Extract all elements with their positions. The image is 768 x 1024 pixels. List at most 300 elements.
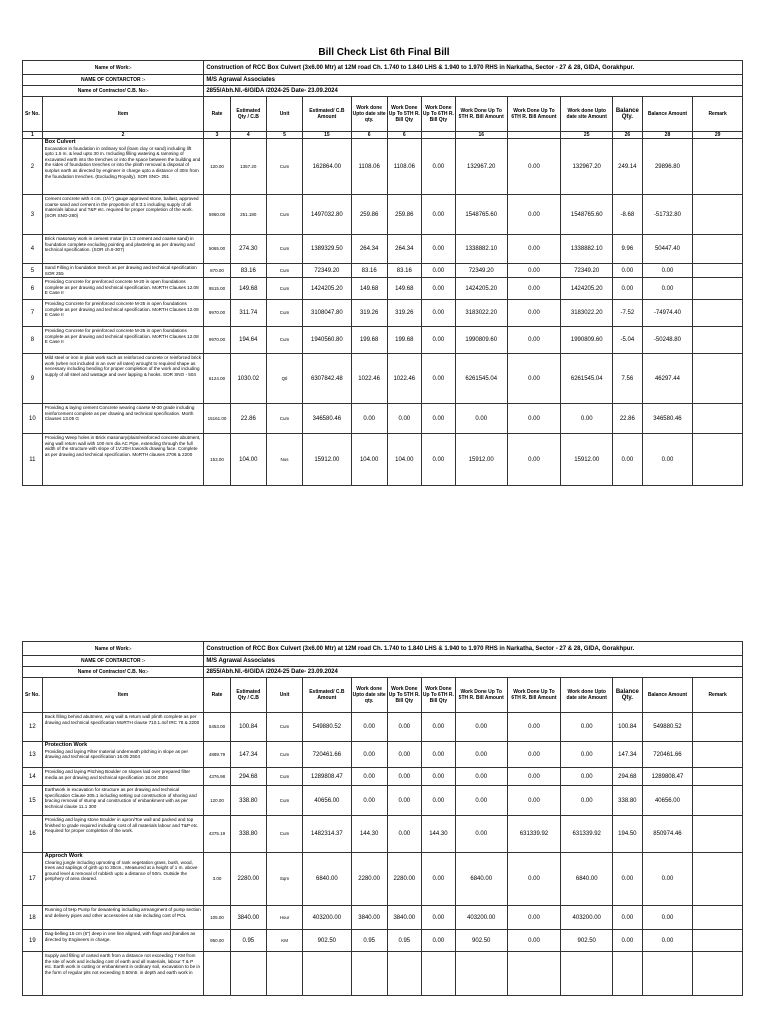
bal-qty-cell: 9.96 bbox=[613, 235, 643, 264]
a5-cell: 1990809.60 bbox=[455, 327, 507, 354]
a6-cell: 0.00 bbox=[507, 235, 561, 264]
column-header-site_qty: Work done Upto date site qty. bbox=[351, 97, 387, 132]
item-description-cell bbox=[42, 327, 204, 354]
section-1-table bbox=[22, 60, 743, 486]
item-description: Providing and laying Pitching Boulder on slopes laid over prepared filter media as per drawing and technical specification 16.04 2504 bbox=[44, 769, 191, 780]
rate-cell: 5960.00 bbox=[204, 195, 230, 235]
unit-cell: Cum bbox=[266, 742, 302, 768]
site-qty-cell bbox=[351, 952, 387, 996]
site-amt-cell: 0.00 bbox=[561, 742, 613, 768]
bill-section-1 bbox=[22, 60, 743, 486]
item-description: Providing & laying cement Concrete wearing coarse M-30 grade including reinforcement complete as per drawing and technical specification. Morth Clauses 13.05 G bbox=[44, 405, 195, 422]
bal-qty-cell: 338.80 bbox=[613, 786, 643, 816]
column-header-rate: Rate bbox=[204, 97, 230, 132]
unit-cell: Sqm bbox=[266, 853, 302, 906]
bal-amt-cell: 0.00 bbox=[642, 906, 693, 930]
q6-cell: 0.00 bbox=[421, 264, 455, 278]
item-description-cell bbox=[42, 235, 204, 264]
a5-cell: 0.00 bbox=[455, 713, 507, 742]
bal-qty-cell: -7.52 bbox=[613, 300, 643, 327]
rate-cell: 6124.00 bbox=[204, 354, 230, 404]
rate-cell: 120.00 bbox=[204, 786, 230, 816]
item-description: Cement concrete with 4 cm. (1½") gauge approved stone, ballast, approved coarse sand and cement in the proportion of 6:3:1 including supply of all materials labour and T&P etc. required for proper completion of the work. (SOR SNO-280) bbox=[44, 196, 199, 218]
bal-qty-cell: 249.14 bbox=[613, 139, 643, 195]
remark-cell bbox=[693, 300, 743, 327]
unit-cell: Nos bbox=[266, 434, 302, 486]
qty-cell: 338.80 bbox=[230, 786, 266, 816]
column-header-a6: Work Done Up To 6TH R. Bill Amount bbox=[507, 678, 561, 713]
bal-amt-cell: 346580.46 bbox=[642, 404, 693, 434]
item-description-cell bbox=[42, 816, 204, 853]
item-description-cell bbox=[42, 853, 204, 906]
a6-cell: 0.00 bbox=[507, 264, 561, 278]
a5-cell bbox=[455, 952, 507, 996]
q5-cell: 259.86 bbox=[387, 195, 421, 235]
q6-cell: 0.00 bbox=[421, 327, 455, 354]
qty-cell: 338.80 bbox=[230, 816, 266, 853]
column-index-cell: 26 bbox=[613, 132, 643, 139]
table-row bbox=[23, 786, 743, 816]
qty-cell: 274.30 bbox=[230, 235, 266, 264]
a6-cell: 0.00 bbox=[507, 404, 561, 434]
sr-cell: 15 bbox=[23, 786, 43, 816]
rate-cell: 9515.00 bbox=[204, 278, 230, 300]
bal-amt-cell: 0.00 bbox=[642, 434, 693, 486]
table-row bbox=[23, 300, 743, 327]
a5-cell: 0.00 bbox=[455, 742, 507, 768]
column-header-a5: Work Done Up To 5TH R. Bill Amount bbox=[455, 97, 507, 132]
sr-cell: 13 bbox=[23, 742, 43, 768]
a6-cell bbox=[507, 952, 561, 996]
remark-cell bbox=[693, 278, 743, 300]
q5-cell: 1108.06 bbox=[387, 139, 421, 195]
q6-cell: 144.30 bbox=[421, 816, 455, 853]
column-header-q5: Work Done Up To 5TH R. Bill Qty bbox=[387, 678, 421, 713]
remark-cell bbox=[693, 952, 743, 996]
rate-cell: 9970.00 bbox=[204, 327, 230, 354]
a6-cell: 0.00 bbox=[507, 786, 561, 816]
column-index-cell: 3 bbox=[204, 132, 230, 139]
column-header-amount: Estimated/ C.B Amount bbox=[303, 97, 351, 132]
item-description: Back filling behind abutment, wing wall & return wall plinth complete as per drawing and technical specification MoRTH clause 710.1.4of IRC 78 & 2200 bbox=[44, 714, 200, 725]
rate-cell bbox=[204, 952, 230, 996]
rate-cell: 4889.79 bbox=[204, 742, 230, 768]
a6-cell: 0.00 bbox=[507, 434, 561, 486]
item-description-cell bbox=[42, 742, 204, 768]
site-amt-cell: 631339.92 bbox=[561, 816, 613, 853]
column-header-remark: Remark bbox=[693, 678, 743, 713]
amount-cell: 346580.46 bbox=[303, 404, 351, 434]
unit-cell: Cum bbox=[266, 816, 302, 853]
item-description: Mild steel or iron in plain work such as reinforced concrete or reinforced brick work (when not included in an over all rates) wrought to required shape as necessary including bending for proper completion of the work and including supply of all steel and wastage and over lapping & hooks. SOR SNO - 504 bbox=[44, 355, 202, 377]
column-index-cell: 15 bbox=[303, 132, 351, 139]
sr-cell: 6 bbox=[23, 278, 43, 300]
qty-cell: 83.16 bbox=[230, 264, 266, 278]
q5-cell: 199.68 bbox=[387, 327, 421, 354]
table-row bbox=[23, 713, 743, 742]
q5-cell: 0.00 bbox=[387, 404, 421, 434]
work-name-row bbox=[23, 61, 743, 75]
sr-cell: 5 bbox=[23, 264, 43, 278]
a5-cell: 0.00 bbox=[455, 404, 507, 434]
item-description-cell bbox=[42, 300, 204, 327]
unit-cell: Cum bbox=[266, 195, 302, 235]
bal-qty-cell: -5.04 bbox=[613, 327, 643, 354]
site-qty-cell: 319.26 bbox=[351, 300, 387, 327]
sr-cell: 7 bbox=[23, 300, 43, 327]
q6-cell: 0.00 bbox=[421, 930, 455, 952]
item-description: Providing and laying stone Boulder in apron/Toe wall and packed and top finished to grade required including cost of all materials labour and T&P etc. Required for proper completion of the work. bbox=[44, 817, 199, 834]
sr-cell: 3 bbox=[23, 195, 43, 235]
remark-cell bbox=[693, 786, 743, 816]
amount-cell: 1482314.37 bbox=[303, 816, 351, 853]
column-index-cell: 6 bbox=[387, 132, 421, 139]
column-index-cell: 2 bbox=[42, 132, 204, 139]
amount-cell: 549880.52 bbox=[303, 713, 351, 742]
a6-cell: 0.00 bbox=[507, 300, 561, 327]
remark-cell bbox=[693, 327, 743, 354]
column-index-cell: 28 bbox=[642, 132, 693, 139]
a6-cell: 0.00 bbox=[507, 278, 561, 300]
bal-amt-cell: 0.00 bbox=[642, 264, 693, 278]
column-header-bal_qty: Balance Qty. bbox=[613, 97, 643, 132]
remark-cell bbox=[693, 768, 743, 786]
item-description-cell bbox=[42, 768, 204, 786]
column-index-cell: 5 bbox=[266, 132, 302, 139]
rate-cell: 120.00 bbox=[204, 139, 230, 195]
bal-qty-cell: 294.68 bbox=[613, 768, 643, 786]
item-description-cell bbox=[42, 930, 204, 952]
column-header-a5: Work Done Up To 5TH R. Bill Amount bbox=[455, 678, 507, 713]
site-qty-cell: 0.95 bbox=[351, 930, 387, 952]
column-header-remark: Remark bbox=[693, 97, 743, 132]
q5-cell: 0.00 bbox=[387, 768, 421, 786]
site-qty-cell: 264.34 bbox=[351, 235, 387, 264]
column-header-unit: Unit bbox=[266, 678, 302, 713]
unit-cell: Cum bbox=[266, 300, 302, 327]
site-amt-cell: 1548765.60 bbox=[561, 195, 613, 235]
a6-cell: 0.00 bbox=[507, 139, 561, 195]
amount-cell: 1497032.80 bbox=[303, 195, 351, 235]
bal-amt-cell: -51732.80 bbox=[642, 195, 693, 235]
item-description: Providing and laying Filter material underneath pitching in slope as per drawing and technical specification 16.05 2504 bbox=[44, 748, 189, 760]
qty-cell: 3840.00 bbox=[230, 906, 266, 930]
work-name-value: Construction of RCC Box Culvert (3x6.00 Mtr) at 12M road Ch. 1.740 to 1.840 LHS & 1.940 to 1.970 RHS in Narkatha, Sector - 27 & 28, GIDA, Gorakhpur. bbox=[204, 642, 743, 656]
column-header-sr: Sr No. bbox=[23, 678, 43, 713]
rate-cell: 870.00 bbox=[204, 264, 230, 278]
sr-cell: 16 bbox=[23, 816, 43, 853]
item-description: Running of 5Hp Pump for dewatering including arreangment of pump section and delivery pipes and other accessories at site including cost of POL bbox=[44, 907, 201, 918]
amount-cell: 403200.00 bbox=[303, 906, 351, 930]
bal-qty-cell: -8.68 bbox=[613, 195, 643, 235]
site-qty-cell: 199.68 bbox=[351, 327, 387, 354]
q5-cell: 0.00 bbox=[387, 742, 421, 768]
a5-cell: 132967.20 bbox=[455, 139, 507, 195]
amount-cell: 6307842.48 bbox=[303, 354, 351, 404]
table-row bbox=[23, 354, 743, 404]
remark-cell bbox=[693, 742, 743, 768]
sr-cell: 8 bbox=[23, 327, 43, 354]
sr-cell: 18 bbox=[23, 906, 43, 930]
work-name-label: Name of Work:- bbox=[23, 642, 204, 656]
rate-cell: 9970.00 bbox=[204, 300, 230, 327]
q6-cell: 0.00 bbox=[421, 853, 455, 906]
unit-cell: Cum bbox=[266, 768, 302, 786]
a6-cell: 0.00 bbox=[507, 354, 561, 404]
item-description-cell bbox=[42, 354, 204, 404]
contractor-name-value: M/S Agrawal Associates bbox=[204, 75, 743, 86]
qty-cell: 147.34 bbox=[230, 742, 266, 768]
site-amt-cell: 72349.20 bbox=[561, 264, 613, 278]
unit-cell: KM bbox=[266, 930, 302, 952]
qty-cell: 100.84 bbox=[230, 713, 266, 742]
table-row bbox=[23, 139, 743, 195]
table-row bbox=[23, 952, 743, 996]
site-amt-cell: 1424205.20 bbox=[561, 278, 613, 300]
qty-cell: 2280.00 bbox=[230, 853, 266, 906]
qty-cell: 311.74 bbox=[230, 300, 266, 327]
q5-cell: 0.95 bbox=[387, 930, 421, 952]
q6-cell: 0.00 bbox=[421, 278, 455, 300]
remark-cell bbox=[693, 354, 743, 404]
column-header-site_amt: Work done Upto date site Amount bbox=[561, 97, 613, 132]
bal-qty-cell: 0.00 bbox=[613, 930, 643, 952]
a5-cell: 0.00 bbox=[455, 768, 507, 786]
unit-cell: Cum bbox=[266, 713, 302, 742]
a5-cell: 902.50 bbox=[455, 930, 507, 952]
site-amt-cell: 3183022.20 bbox=[561, 300, 613, 327]
remark-cell bbox=[693, 434, 743, 486]
q6-cell: 0.00 bbox=[421, 742, 455, 768]
bal-amt-cell: 0.00 bbox=[642, 853, 693, 906]
q5-cell: 319.26 bbox=[387, 300, 421, 327]
bal-qty-cell: 100.84 bbox=[613, 713, 643, 742]
cb-number-row bbox=[23, 86, 743, 97]
site-amt-cell: 132967.20 bbox=[561, 139, 613, 195]
a6-cell: 0.00 bbox=[507, 742, 561, 768]
site-qty-cell: 0.00 bbox=[351, 742, 387, 768]
bal-qty-cell: 0.00 bbox=[613, 906, 643, 930]
column-index-cell: 6 bbox=[351, 132, 387, 139]
column-index-row bbox=[23, 132, 743, 139]
site-amt-cell: 0.00 bbox=[561, 786, 613, 816]
a5-cell: 1548765.60 bbox=[455, 195, 507, 235]
table-row bbox=[23, 906, 743, 930]
rate-cell: 4375.19 bbox=[204, 816, 230, 853]
item-description-cell bbox=[42, 404, 204, 434]
item-description: Earthwork in excavation for structure as per drawing and technical specification Clause 305.1 including setting out construction of shoring and bracing removal of stump and construction of embankment with as per technical clause 11.1 300 bbox=[44, 787, 197, 809]
contractor-name-row bbox=[23, 75, 743, 86]
q5-cell: 264.34 bbox=[387, 235, 421, 264]
column-index-cell: 29 bbox=[693, 132, 743, 139]
bal-qty-cell: 0.00 bbox=[613, 264, 643, 278]
a5-cell: 15912.00 bbox=[455, 434, 507, 486]
a5-cell: 403200.00 bbox=[455, 906, 507, 930]
item-description: Providing Weep holes in Brick masonary/plain/reinforced concrete abutment, wing wall return wall with 100 mm dia AC Pipe, extending through the full width of the structure with slope of 1V:20H towords drawing face. Complete as per drawing and technical specification. MoRTH clauses 2706 & 2200 bbox=[44, 435, 201, 457]
q6-cell: 0.00 bbox=[421, 300, 455, 327]
sr-cell: 19 bbox=[23, 930, 43, 952]
a6-cell: 0.00 bbox=[507, 768, 561, 786]
sr-cell: 14 bbox=[23, 768, 43, 786]
site-qty-cell: 1108.06 bbox=[351, 139, 387, 195]
qty-cell: 104.00 bbox=[230, 434, 266, 486]
a5-cell: 72349.20 bbox=[455, 264, 507, 278]
bal-amt-cell: 1289808.47 bbox=[642, 768, 693, 786]
table-row bbox=[23, 434, 743, 486]
column-header-q6: Work Done Up To 6TH R. Bill Qty bbox=[421, 678, 455, 713]
sr-cell: 4 bbox=[23, 235, 43, 264]
q6-cell: 0.00 bbox=[421, 404, 455, 434]
remark-cell bbox=[693, 713, 743, 742]
column-header-a6: Work Done Up To 6TH R. Bill Amount bbox=[507, 97, 561, 132]
work-name-label: Name of Work:- bbox=[23, 61, 204, 75]
q5-cell: 3840.00 bbox=[387, 906, 421, 930]
site-amt-cell: 1990809.60 bbox=[561, 327, 613, 354]
bal-qty-cell: 7.56 bbox=[613, 354, 643, 404]
site-amt-cell bbox=[561, 952, 613, 996]
column-index-cell bbox=[421, 132, 455, 139]
unit-cell: Cum bbox=[266, 278, 302, 300]
item-description: Supply and filling of carted earth from a distance not exceeding 7 KM from the site of work and including cost of earth and all materials, labour T & P etc. Earth work in cutting or embankment in ordinary soil, excavation to be in the form of regular pits not exceeding 0.50mtr. in depth and earth work in bbox=[44, 953, 201, 975]
contractor-name-label: NAME OF CONTARCTOR :- bbox=[23, 656, 204, 667]
unit-cell: Qtl bbox=[266, 354, 302, 404]
site-qty-cell: 0.00 bbox=[351, 404, 387, 434]
item-description-cell bbox=[42, 713, 204, 742]
remark-cell bbox=[693, 816, 743, 853]
bal-amt-cell: 46297.44 bbox=[642, 354, 693, 404]
item-description-cell bbox=[42, 434, 204, 486]
amount-cell: 40656.00 bbox=[303, 786, 351, 816]
column-header-item: Item bbox=[42, 678, 204, 713]
bal-qty-cell: 0.00 bbox=[613, 278, 643, 300]
q5-cell: 1022.46 bbox=[387, 354, 421, 404]
q6-cell: 0.00 bbox=[421, 713, 455, 742]
sr-cell: 17 bbox=[23, 853, 43, 906]
unit-cell: Hour bbox=[266, 906, 302, 930]
a5-cell: 3183022.20 bbox=[455, 300, 507, 327]
item-description-cell bbox=[42, 264, 204, 278]
remark-cell bbox=[693, 404, 743, 434]
q5-cell: 83.16 bbox=[387, 264, 421, 278]
site-qty-cell: 259.86 bbox=[351, 195, 387, 235]
table-row bbox=[23, 742, 743, 768]
remark-cell bbox=[693, 853, 743, 906]
site-qty-cell: 0.00 bbox=[351, 786, 387, 816]
q6-cell: 0.00 bbox=[421, 354, 455, 404]
bal-amt-cell: 0.00 bbox=[642, 930, 693, 952]
work-head-label: Protection Work bbox=[44, 742, 88, 748]
q6-cell: 0.00 bbox=[421, 434, 455, 486]
bal-amt-cell: 0.00 bbox=[642, 278, 693, 300]
bal-qty-cell: 147.34 bbox=[613, 742, 643, 768]
item-description: Clearing jungle including uprooting of rank vegetation grass, bush, wood, trees and saplings of girth up to 30cm., Measured at a height of 1 m. above ground level & removal of rubbish upto a distance of 50m. Outside the periphery of area cleared. bbox=[44, 859, 198, 882]
site-amt-cell: 0.00 bbox=[561, 404, 613, 434]
item-description-cell bbox=[42, 786, 204, 816]
column-header-site_qty: Work done Upto date site qty. bbox=[351, 678, 387, 713]
bal-amt-cell: 850974.46 bbox=[642, 816, 693, 853]
a6-cell: 0.00 bbox=[507, 195, 561, 235]
q5-cell bbox=[387, 952, 421, 996]
column-header-sr: Sr No. bbox=[23, 97, 43, 132]
qty-cell: 1357.20 bbox=[230, 139, 266, 195]
sr-cell: 12 bbox=[23, 713, 43, 742]
column-header-site_amt: Work done Upto date site Amount bbox=[561, 678, 613, 713]
rate-cell: 5453.00 bbox=[204, 713, 230, 742]
unit-cell: Cum bbox=[266, 235, 302, 264]
site-qty-cell: 1022.46 bbox=[351, 354, 387, 404]
item-description: Providing Concrete for prenforced concrete M-20 in open foundations complete as per drawing and technical specification. MoRTH Clauses 12.08 E Case II bbox=[44, 279, 199, 296]
amount-cell: 3108047.80 bbox=[303, 300, 351, 327]
a5-cell: 6840.00 bbox=[455, 853, 507, 906]
a5-cell: 1338882.10 bbox=[455, 235, 507, 264]
q5-cell: 2280.00 bbox=[387, 853, 421, 906]
site-qty-cell: 2280.00 bbox=[351, 853, 387, 906]
table-row bbox=[23, 404, 743, 434]
site-amt-cell: 403200.00 bbox=[561, 906, 613, 930]
column-index-cell: 25 bbox=[561, 132, 613, 139]
work-head-label: Box Culvert bbox=[44, 139, 76, 145]
q6-cell: 0.00 bbox=[421, 906, 455, 930]
column-header-row bbox=[23, 97, 743, 132]
table-row bbox=[23, 853, 743, 906]
sr-cell bbox=[23, 952, 43, 996]
bal-qty-cell: 0.00 bbox=[613, 434, 643, 486]
remark-cell bbox=[693, 139, 743, 195]
column-header-q6: Work Done Up To 6TH R. Bill Qty bbox=[421, 97, 455, 132]
column-index-cell: 1 bbox=[23, 132, 43, 139]
site-qty-cell: 144.30 bbox=[351, 816, 387, 853]
table-row bbox=[23, 930, 743, 952]
sr-cell: 2 bbox=[23, 139, 43, 195]
page-title: Bill Check List 6th Final Bill bbox=[318, 47, 450, 58]
q5-cell: 0.00 bbox=[387, 816, 421, 853]
cb-number-label: Name of Contractor/ C.B. No:- bbox=[23, 86, 204, 97]
amount-cell: 720461.66 bbox=[303, 742, 351, 768]
qty-cell: 294.68 bbox=[230, 768, 266, 786]
a5-cell: 0.00 bbox=[455, 786, 507, 816]
amount-cell: 902.50 bbox=[303, 930, 351, 952]
unit-cell: Cum bbox=[266, 264, 302, 278]
amount-cell: 1389329.50 bbox=[303, 235, 351, 264]
item-description: Providing Concrete for preinforced concrete M-25 in open foundations complete as per drawing and technical specification. MoRTH Clauses 12.08 E Case II bbox=[44, 301, 199, 318]
table-row bbox=[23, 264, 743, 278]
a6-cell: 0.00 bbox=[507, 906, 561, 930]
bal-amt-cell: 29896.80 bbox=[642, 139, 693, 195]
qty-cell: 194.64 bbox=[230, 327, 266, 354]
item-description-cell bbox=[42, 278, 204, 300]
bal-amt-cell bbox=[642, 952, 693, 996]
amount-cell: 6840.00 bbox=[303, 853, 351, 906]
bal-amt-cell: 720461.66 bbox=[642, 742, 693, 768]
column-header-qty: Estimated Qty / C.B bbox=[230, 678, 266, 713]
item-description: Brick masonary work in cement motar (in 1:3 cement and coarse sand) in foundation complete excluding pointing and plastering as per drawing and technical specification. (SOR ch.6-307) bbox=[44, 236, 195, 253]
remark-cell bbox=[693, 906, 743, 930]
column-header-unit: Unit bbox=[266, 97, 302, 132]
site-amt-cell: 15912.00 bbox=[561, 434, 613, 486]
bal-amt-cell: -74974.40 bbox=[642, 300, 693, 327]
bal-qty-cell: 194.50 bbox=[613, 816, 643, 853]
site-amt-cell: 0.00 bbox=[561, 768, 613, 786]
column-header-bal_amt: Balance Amount bbox=[642, 678, 693, 713]
column-index-cell bbox=[507, 132, 561, 139]
remark-cell bbox=[693, 195, 743, 235]
column-header-item: Item bbox=[42, 97, 204, 132]
qty-cell: 149.68 bbox=[230, 278, 266, 300]
qty-cell: 1030.02 bbox=[230, 354, 266, 404]
rate-cell: 153.00 bbox=[204, 434, 230, 486]
bal-amt-cell: -50248.80 bbox=[642, 327, 693, 354]
site-amt-cell: 6261545.04 bbox=[561, 354, 613, 404]
